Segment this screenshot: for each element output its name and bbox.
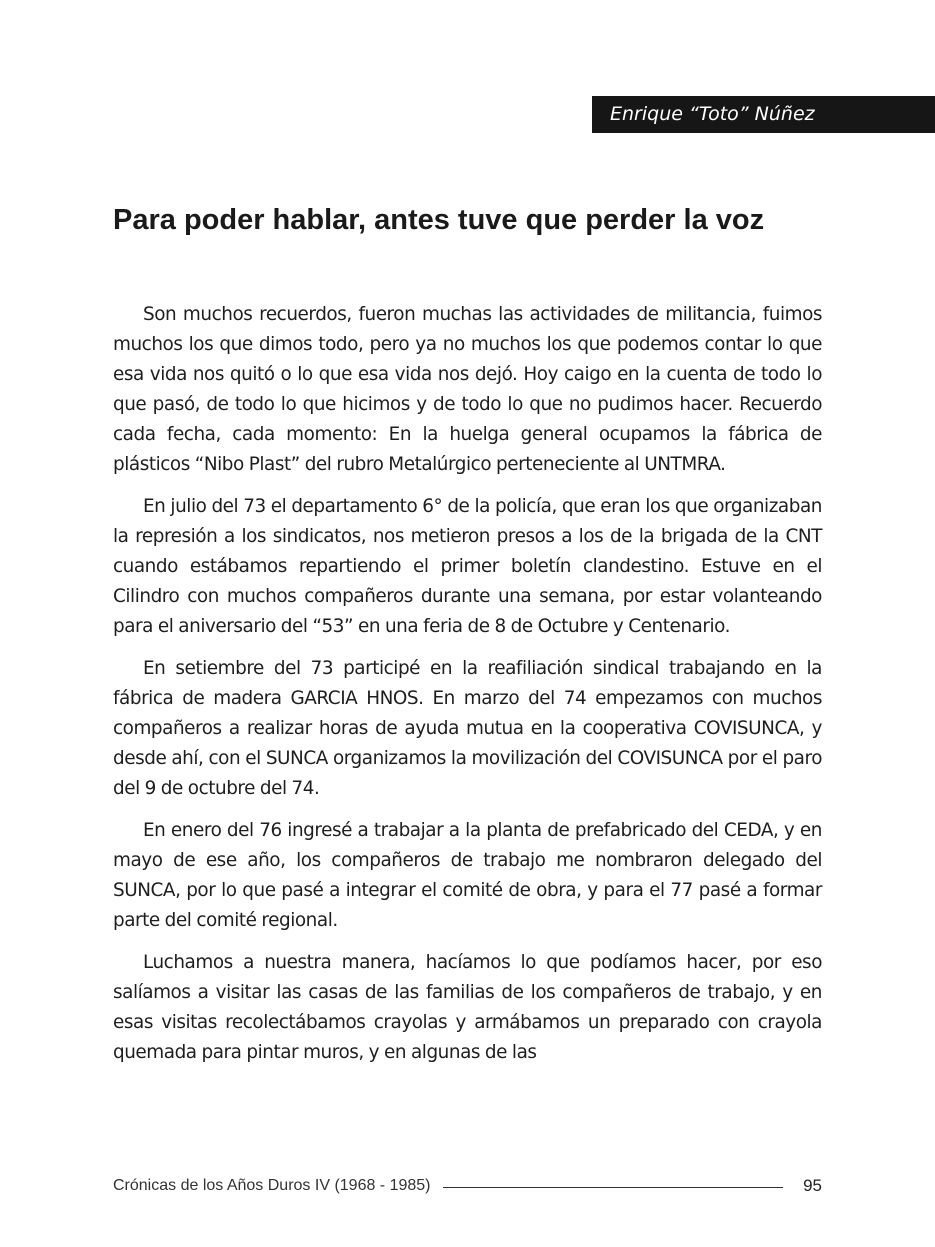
- paragraph: Luchamos a nuestra manera, hacíamos lo que podíamos hacer, por eso salíamos a visitar las casas de las familias de los compañeros de trabajo, y en esas visitas recolectábamos crayolas y armábamos un preparado con crayola quemada para pintar muros, y en algunas de las: [113, 952, 822, 1063]
- paragraph: En setiembre del 73 participé en la reafiliación sindical trabajando en la fábrica de madera GARCIA HNOS. En marzo del 74 empezamos con muchos compañeros a realizar horas de ayuda mutua en la cooperativa COVISUNCA, y desde ahí, con el SUNCA organizamos la movilización del COVISUNCA por el paro del 9 de octubre del 74.: [113, 658, 822, 799]
- footer-divider: [443, 1187, 784, 1188]
- paragraph: En julio del 73 el departamento 6° de la policía, que eran los que organizaban la represión a los sindicatos, nos metieron presos a los de la brigada de la CNT cuando estábamos repartiendo el primer boletín clandestino. Estuve en el Cilindro con muchos compañeros durante una semana, por estar volanteando para el aniversario del “53” en una feria de 8 de Octubre y Centenario.: [113, 496, 822, 637]
- author-name: Enrique “Toto” Núñez: [610, 103, 815, 125]
- paragraph: En enero del 76 ingresé a trabajar a la planta de prefabricado del CEDA, y en mayo de ese año, los compañeros de trabajo me nombraron delegado del SUNCA, por lo que pasé a integrar el comité de obra, y para el 77 pasé a formar parte del comité regional.: [113, 820, 822, 931]
- footer-book-title: Crónicas de los Años Duros IV (1968 - 1985): [113, 1177, 431, 1194]
- author-header: [592, 96, 935, 133]
- page-footer: [113, 1174, 822, 1198]
- body-text: [113, 300, 822, 1080]
- page-number: 95: [803, 1176, 822, 1195]
- chapter-title: Para poder hablar, antes tuve que perder la voz: [113, 204, 765, 236]
- paragraph: Son muchos recuerdos, fueron muchas las actividades de militancia, fuimos muchos los que dimos todo, pero ya no muchos los que podemos contar lo que esa vida nos quitó o lo que esa vida nos dejó. Hoy caigo en la cuenta de todo lo que pasó, de todo lo que hicimos y de todo lo que no pudimos hacer. Recuerdo cada fecha, cada momento: En la huelga general ocupamos la fábrica de plásticos “Nibo Plast” del rubro Metalúrgico perteneciente al UNTMRA.: [113, 304, 822, 475]
